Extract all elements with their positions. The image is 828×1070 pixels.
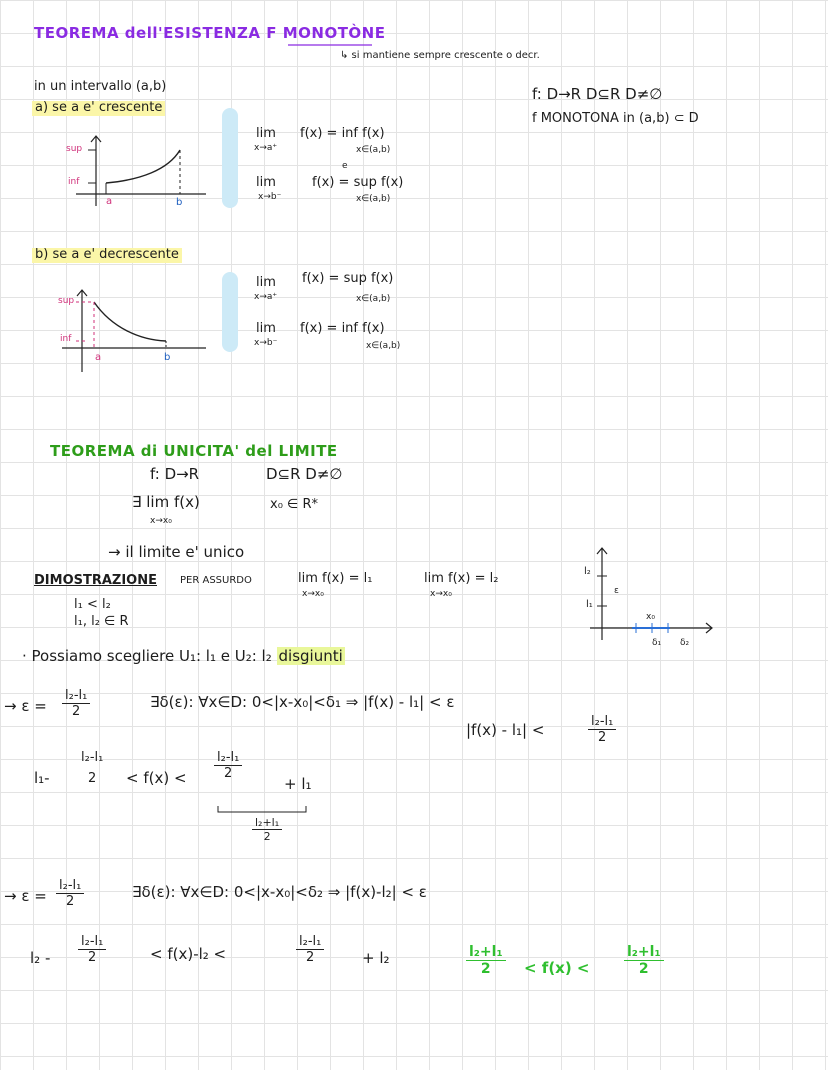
monotone-note: ↳ si mantiene sempre crescente o decr. (340, 50, 540, 61)
lim-b2-sub: x→b⁻ (254, 338, 278, 348)
d1-left-num: l₂-l₁ (81, 750, 104, 765)
graph-a-a: a (106, 196, 113, 207)
l1-l2-in-r: l₁, l₂ ∈ R (74, 614, 129, 629)
choose-text: · Possiamo scegliere U₁: l₁ e U₂: l₂ (22, 647, 272, 665)
axis-l2: l₂ (584, 566, 591, 577)
graph-b-sup: sup (58, 296, 75, 306)
axis-d1: δ₁ (652, 638, 662, 648)
d2-exists-statement: ∃δ(ε): ∀x∈D: 0<|x-x₀|<δ₂ ⇒ |f(x)-l₂| < ε (132, 883, 427, 901)
d2-eps-fraction (56, 878, 84, 909)
d1-eps-fraction (62, 688, 90, 719)
disjoint-highlight: disgiunti (278, 647, 343, 665)
assumed-limit-1-sub: x→x₀ (302, 589, 324, 599)
interval-text: in un intervallo (a,b) (34, 79, 167, 94)
uniqueness-theorem-title: TEOREMA di UNICITA' del LIMITE (50, 442, 338, 460)
d1-right-num: l₂-l₁ (214, 750, 242, 766)
green-ineq-mid: < f(x) < (524, 959, 590, 977)
lim-a2-over: e (342, 161, 348, 171)
d2-ineq-left: l₂ - (30, 949, 51, 967)
highlight-bar-b (222, 272, 238, 352)
graph-a-sup: sup (66, 144, 83, 154)
d2-right-fraction (296, 934, 324, 965)
lim-a2-sub: x→b⁻ (258, 192, 282, 202)
green-right-num: l₂+l₁ (624, 944, 664, 961)
d1-abs-num: l₂-l₁ (588, 714, 616, 730)
lim-a2-lim: lim (256, 175, 276, 190)
green-left-num: l₂+l₁ (466, 944, 506, 961)
d2-ineq-right: + l₂ (362, 949, 390, 967)
d1-under-fraction (252, 816, 282, 843)
assumed-limit-1: lim f(x) = l₁ (298, 571, 373, 586)
lim-a1-lim: lim (256, 126, 276, 141)
lim-a1-under: x∈(a,b) (356, 145, 391, 155)
lim-b2-under: x∈(a,b) (366, 341, 401, 351)
lim-a1-sub: x→a⁺ (254, 143, 278, 153)
l1-lt-l2: l₁ < l₂ (74, 597, 111, 612)
d1-right-fraction (214, 750, 242, 781)
d2-left-num: l₂-l₁ (78, 934, 106, 950)
green-right-fraction (624, 944, 664, 977)
d1-bracket (0, 0, 1, 1)
axis-eps: ε (614, 586, 619, 596)
monotone-hyp-line1: f: D→R D⊆R D≠∅ (532, 85, 663, 103)
lim-b1-sub: x→a⁺ (254, 292, 278, 302)
highlight-bar-a (222, 108, 238, 208)
graph-a-b: b (176, 197, 183, 208)
graph-b-b: b (164, 352, 171, 363)
d1-ineq-mid: < f(x) < (126, 769, 187, 787)
lim-a2-expr: f(x) = sup f(x) (312, 175, 404, 190)
d1-abs-bound: |f(x) - l₁| < (466, 721, 545, 739)
per-assurdo-label: PER ASSURDO (180, 575, 252, 586)
assumed-limit-2: lim f(x) = l₂ (424, 571, 499, 586)
lim-a2-under: x∈(a,b) (356, 194, 391, 204)
d2-right-num: l₂-l₁ (296, 934, 324, 950)
case-a-heading: a) se a e' crescente (32, 101, 165, 116)
d1-left-den: 2 (88, 771, 97, 786)
d1-abs-den: 2 (598, 730, 607, 745)
d1-under-num: l₂+l₁ (252, 816, 282, 830)
uniqueness-hyp-f: f: D→R (150, 465, 200, 483)
monotone-theorem-title: TEOREMA dell'ESISTENZA F MONOTÒNE (34, 24, 386, 42)
d2-left-fraction (78, 934, 106, 965)
d2-ineq-mid: < f(x)-l₂ < (150, 945, 227, 963)
d2-eps-num: l₂-l₁ (56, 878, 84, 894)
d1-eps-den: 2 (72, 704, 81, 719)
d1-under-den: 2 (263, 830, 271, 843)
graph-b-inf: inf (60, 334, 72, 344)
uniqueness-hyp-d: D⊆R D≠∅ (266, 465, 343, 483)
axis-d2: δ₂ (680, 638, 690, 648)
exists-lim: ∃ lim f(x) (132, 493, 200, 511)
d2-left-den: 2 (88, 950, 97, 965)
limit-unique-claim: → il limite e' unico (108, 543, 245, 561)
x0-domain: x₀ ∈ R* (270, 497, 319, 512)
lim-b1-under: x∈(a,b) (356, 294, 391, 304)
axis-x0: x₀ (646, 612, 655, 622)
lim-b2-lim: lim (256, 321, 276, 336)
green-left-fraction (466, 944, 506, 977)
case-b-heading: b) se a e' decrescente (32, 248, 182, 263)
d1-abs-fraction (588, 714, 616, 745)
d1-exists-statement: ∃δ(ε): ∀x∈D: 0<|x-x₀|<δ₁ ⇒ |f(x) - l₁| < ε (150, 693, 455, 711)
axis-l1: l₁ (586, 599, 593, 610)
d1-left-fraction (78, 750, 106, 786)
d2-eps-prefix: → ε = (4, 887, 47, 905)
choose-neighborhoods (22, 648, 345, 665)
d2-eps-den: 2 (66, 894, 75, 909)
d1-eps-prefix: → ε = (4, 697, 47, 715)
d1-right-den: 2 (224, 766, 233, 781)
d1-ineq-left: l₁- (34, 769, 50, 787)
lim-b1-expr: f(x) = sup f(x) (302, 271, 394, 286)
demo-label: DIMOSTRAZIONE (34, 573, 157, 588)
exists-lim-sub: x→x₀ (150, 516, 172, 526)
lim-a1-expr: f(x) = inf f(x) (300, 126, 385, 141)
graph-a-inf: inf (68, 177, 80, 187)
monotone-hyp-line2: f MONOTONA in (a,b) ⊂ D (532, 111, 699, 126)
graph-b-a: a (95, 352, 102, 363)
lim-b2-expr: f(x) = inf f(x) (300, 321, 385, 336)
lim-b1-lim: lim (256, 275, 276, 290)
assumed-limit-2-sub: x→x₀ (430, 589, 452, 599)
green-left-den: 2 (480, 961, 491, 977)
green-right-den: 2 (638, 961, 649, 977)
d2-right-den: 2 (306, 950, 315, 965)
d1-eps-num: l₂-l₁ (62, 688, 90, 704)
d1-ineq-right: + l₁ (284, 775, 312, 793)
